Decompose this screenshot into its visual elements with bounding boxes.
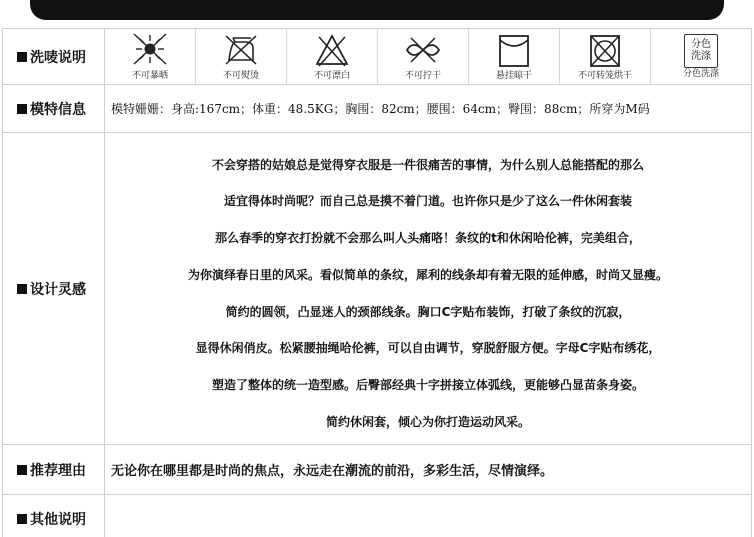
design-label-cell [3,133,105,445]
model-info-text: 模特姗姗：身高:167cm；体重：48.5KG；胸围：82cm；腰围：64cm；臀围：88cm；所穿为M码 [105,85,752,133]
product-spec-table [2,28,752,537]
reason-row [3,445,752,495]
care-item-label: 不可暴晒 [131,71,168,81]
design-paragraph [105,137,751,441]
other-label-cell [3,495,105,537]
other-row [3,495,752,537]
reason-label: 推荐理由 [30,462,86,479]
care-item-hang-dry [469,29,560,84]
care-item-label: 不可转笼烘干 [577,71,632,81]
care-icons [105,29,751,84]
design-line: 那么春季的穿衣打扮就不会那么叫人头痛咯！条纹的t和休闲哈伦裤，完美组合， [215,231,641,246]
design-label: 设计灵感 [30,281,86,298]
care-item-wash-separately [651,29,751,84]
bullet-square-icon [17,52,27,62]
header-bar [30,0,724,20]
no-sun-icon [130,32,170,70]
design-line: 为你演绎春日里的风采。看似简单的条纹，犀利的线条却有着无限的延伸感，时尚又显瘦。 [187,267,668,282]
design-line: 简约休闲套，倾心为你打造运动风采。 [325,414,530,429]
care-item-label: 不可漂白 [313,71,350,81]
care-item-no-tumble-dry [560,29,651,84]
model-label: 模特信息 [30,101,86,118]
care-item-no-wring [378,29,469,84]
reason-label-cell [3,445,105,495]
care-item-no-sun [105,29,196,84]
bullet-square-icon [17,465,27,475]
design-text-cell [105,133,752,445]
other-label: 其他说明 [30,511,86,528]
wash-separately-box-text: 洗涤 [691,51,711,62]
bullet-square-icon [17,104,27,114]
bullet-square-icon [17,284,27,294]
wash-separately-icon [684,34,718,68]
reason-text: 无论你在哪里都是时尚的焦点，永远走在潮流的前沿，多彩生活，尽情演绎。 [105,445,752,495]
wash-separately-box-text: 分色 [691,39,711,50]
care-item-label: 不可拧干 [404,71,441,81]
care-item-label: 分色洗涤 [682,69,719,79]
care-item-no-iron [196,29,287,84]
no-iron-icon [221,32,261,70]
model-label-cell [3,85,105,133]
bullet-square-icon [17,514,27,524]
no-bleach-icon [312,32,352,70]
hang-dry-icon [494,32,534,70]
care-label: 洗唛说明 [30,49,86,66]
care-icons-cell [105,29,752,85]
care-item-label: 悬挂晾干 [495,71,532,81]
care-label-cell [3,29,105,85]
care-item-no-bleach [287,29,378,84]
design-line: 塑造了整体的统一造型感。后臀部经典十字拼接立体弧线，更能够凸显苗条身姿。 [211,377,644,392]
design-row [3,133,752,445]
care-row [3,29,752,85]
model-row [3,85,752,133]
care-item-label: 不可熨烫 [222,71,259,81]
no-wring-icon [403,32,443,70]
design-line: 简约的圆领，凸显迷人的颈部线条。胸口C字贴布装饰，打破了条纹的沉寂， [225,304,631,319]
design-line: 显得休闲俏皮。松紧腰抽绳哈伦裤，可以自由调节，穿脱舒服方便。字母C字贴布绣花， [195,341,661,356]
no-tumble-dry-icon [585,32,625,70]
design-line: 适宜得体时尚呢？而自己总是摸不着门道。也许你只是少了这么一件休闲套装 [223,194,632,209]
design-line: 不会穿搭的姑娘总是觉得穿衣服是一件很痛苦的事情，为什么别人总能搭配的那么 [211,157,644,172]
other-text [105,495,752,537]
